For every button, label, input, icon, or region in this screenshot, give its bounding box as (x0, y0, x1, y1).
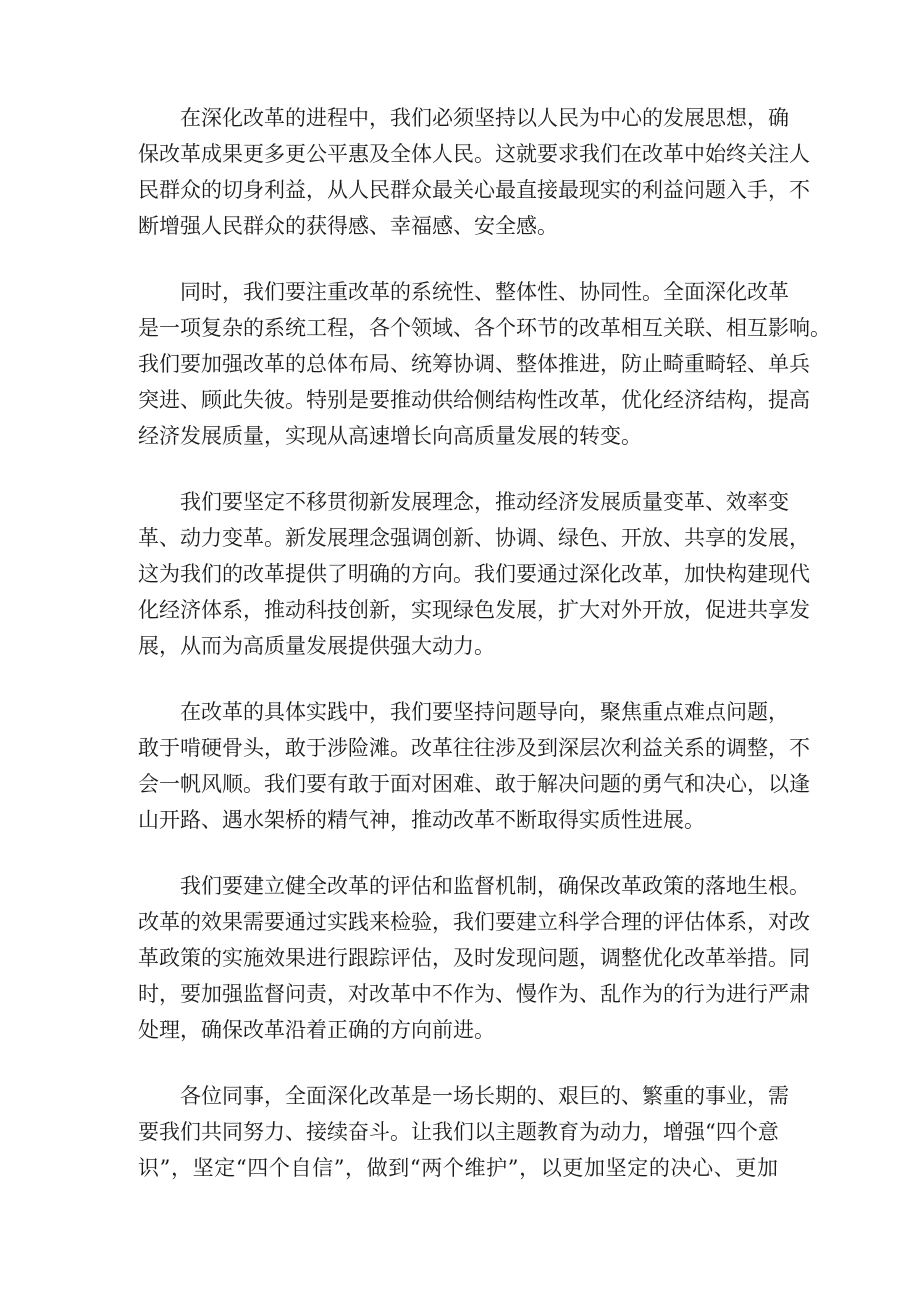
paragraph-1 (138, 100, 810, 244)
text-line: 各位同事，全面深化改革是一场长期的、艰巨的、繁重的事业，需 (180, 1084, 789, 1108)
text-line: 时，要加强监督问责，对改革中不作为、慢作为、乱作为的行为进行严肃 (138, 982, 810, 1006)
text-line: 会一帆风顺。我们要有敢于面对困难、敢于解决问题的勇气和决心，以逢 (138, 772, 810, 796)
text-line: 民群众的切身利益，从人民群众最关心最直接最现实的利益问题入手，不 (138, 178, 810, 202)
text-line: 我们要加强改革的总体布局、统筹协调、整体推进，防止畸重畸轻、单兵 (138, 352, 810, 376)
paragraph-3 (138, 484, 810, 664)
text-line: 革、动力变革。新发展理念强调创新、协调、绿色、开放、共享的发展， (138, 526, 810, 550)
text-line: 我们要坚定不移贯彻新发展理念，推动经济发展质量变革、效率变 (180, 490, 789, 514)
text-line: 山开路、遇水架桥的精气神，推动改革不断取得实质性进展。 (138, 808, 705, 832)
paragraph-6 (138, 1078, 789, 1186)
document-body (138, 100, 831, 1216)
text-line: 在深化改革的进程中，我们必须坚持以人民为中心的发展思想，确 (180, 106, 789, 130)
text-line: 敢于啃硬骨头，敢于涉险滩。改革往往涉及到深层次利益关系的调整，不 (138, 736, 810, 760)
text-line: 突进、顾此失彼。特别是要推动供给侧结构性改革，优化经济结构，提高 (138, 388, 810, 412)
text-line: 要我们共同努力、接续奋斗。让我们以主题教育为动力，增强“四个意 (138, 1120, 779, 1144)
paragraph-5 (138, 868, 810, 1048)
paragraph-4 (138, 694, 810, 838)
text-line: 这为我们的改革提供了明确的方向。我们要通过深化改革，加快构建现代 (138, 562, 810, 586)
text-line: 经济发展质量，实现从高速增长向高质量发展的转变。 (138, 424, 642, 448)
text-line: 是一项复杂的系统工程，各个领域、各个环节的改革相互关联、相互影响。 (138, 316, 831, 340)
text-line: 识”，坚定“四个自信”，做到“两个维护”，以更加坚定的决心、更加 (138, 1156, 778, 1180)
text-line: 化经济体系，推动科技创新，实现绿色发展，扩大对外开放，促进共享发 (138, 598, 810, 622)
text-line: 改革的效果需要通过实践来检验，我们要建立科学合理的评估体系，对改 (138, 910, 810, 934)
text-line: 断增强人民群众的获得感、幸福感、安全感。 (138, 214, 558, 238)
text-line: 革政策的实施效果进行跟踪评估，及时发现问题，调整优化改革举措。同 (138, 946, 810, 970)
text-line: 在改革的具体实践中，我们要坚持问题导向，聚焦重点难点问题， (180, 700, 789, 724)
paragraph-2 (138, 274, 831, 454)
text-line: 我们要建立健全改革的评估和监督机制，确保改革政策的落地生根。 (180, 874, 810, 898)
text-line: 同时，我们要注重改革的系统性、整体性、协同性。全面深化改革 (180, 280, 789, 304)
text-line: 展，从而为高质量发展提供强大动力。 (138, 634, 495, 658)
text-line: 处理，确保改革沿着正确的方向前进。 (138, 1018, 495, 1042)
text-line: 保改革成果更多更公平惠及全体人民。这就要求我们在改革中始终关注人 (138, 142, 810, 166)
